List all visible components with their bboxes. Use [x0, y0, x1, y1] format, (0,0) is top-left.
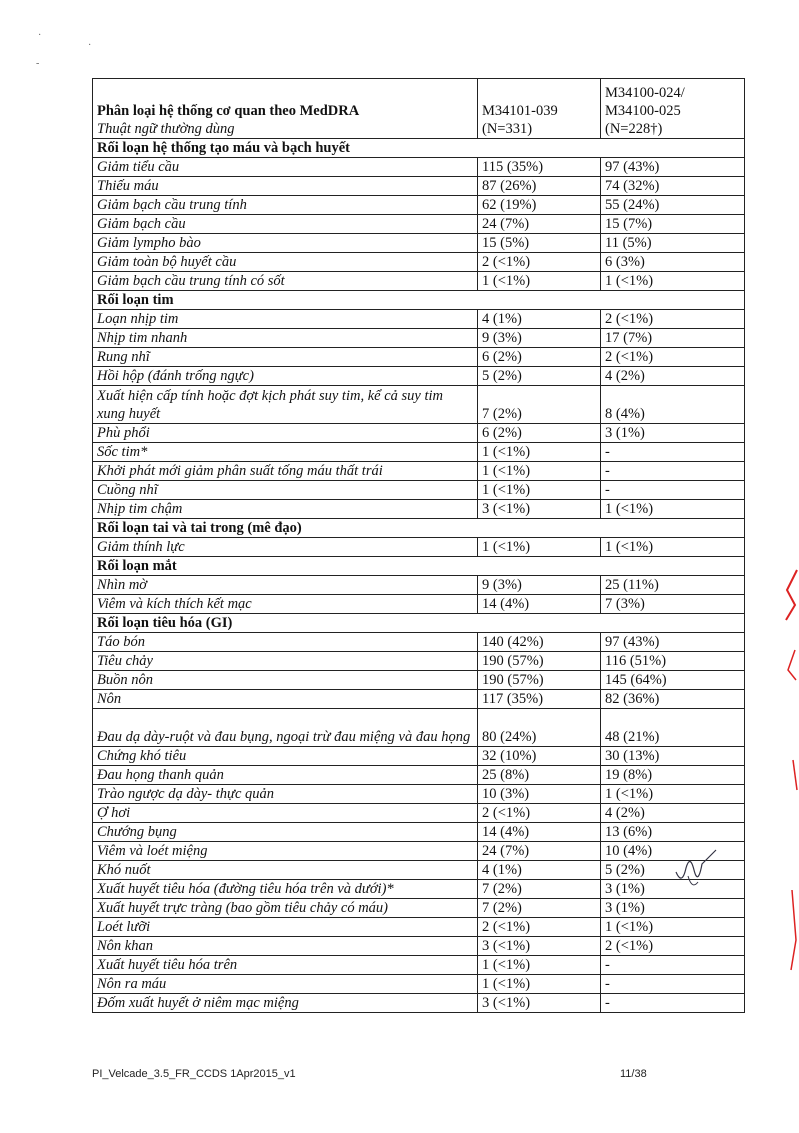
- table-row: [93, 880, 745, 899]
- study2-value-cell: 25 (11%): [601, 576, 745, 595]
- term-cell: Tiêu chảy: [93, 652, 478, 671]
- header-study2-cell: M34100-024/ M34100-025 (N=228†): [601, 79, 745, 139]
- term-cell: Chứng khó tiêu: [93, 747, 478, 766]
- table-row: [93, 196, 745, 215]
- table-row: [93, 253, 745, 272]
- term-cell: Viêm và kích thích kết mạc: [93, 595, 478, 614]
- scan-speck: -: [36, 58, 40, 69]
- term-cell: Trào ngược dạ dày- thực quản: [93, 785, 478, 804]
- study2-value-cell: -: [601, 994, 745, 1013]
- term-cell: Xuất huyết trực tràng (bao gồm tiêu chảy có máu): [93, 899, 478, 918]
- study1-value-cell: 14 (4%): [478, 823, 601, 842]
- study1-value-cell: 62 (19%): [478, 196, 601, 215]
- header-soc-cell: [93, 79, 478, 139]
- scan-speck: ·: [38, 30, 42, 41]
- table-row: [93, 633, 745, 652]
- footer-page-number: 11/38: [620, 1068, 647, 1080]
- study1-value-cell: 24 (7%): [478, 215, 601, 234]
- term-cell: Giảm bạch cầu trung tính: [93, 196, 478, 215]
- study1-value-cell: 14 (4%): [478, 595, 601, 614]
- study2-value-cell: -: [601, 956, 745, 975]
- term-cell: Loạn nhịp tim: [93, 310, 478, 329]
- table-row: [93, 994, 745, 1013]
- table-row: [93, 671, 745, 690]
- study1-value-cell: 6 (2%): [478, 424, 601, 443]
- study1-value-cell: 3 (<1%): [478, 500, 601, 519]
- term-cell: Nôn ra máu: [93, 975, 478, 994]
- study2-value-cell: 4 (2%): [601, 367, 745, 386]
- study1-value-cell: 9 (3%): [478, 576, 601, 595]
- term-cell: Giảm thính lực: [93, 538, 478, 557]
- term-cell: Nhịp tim chậm: [93, 500, 478, 519]
- table-row: [93, 766, 745, 785]
- study1-value-cell: 190 (57%): [478, 652, 601, 671]
- table-row: [93, 443, 745, 462]
- header-title: Phân loại hệ thống cơ quan theo MedDRA: [97, 103, 360, 119]
- study1-value-cell: 2 (<1%): [478, 804, 601, 823]
- term-cell: Nhìn mờ: [93, 576, 478, 595]
- study1-value-cell: 7 (2%): [478, 899, 601, 918]
- table-row: [93, 652, 745, 671]
- study1-value-cell: 6 (2%): [478, 348, 601, 367]
- term-cell: Đốm xuất huyết ở niêm mạc miệng: [93, 994, 478, 1013]
- study2-value-cell: 30 (13%): [601, 747, 745, 766]
- table-row: [93, 690, 745, 709]
- table-row: [93, 804, 745, 823]
- term-cell: Ợ hơi: [93, 804, 478, 823]
- term-cell: Sốc tim*: [93, 443, 478, 462]
- term-cell: Giảm bạch cầu: [93, 215, 478, 234]
- study2-value-cell: 74 (32%): [601, 177, 745, 196]
- study2-value-cell: 17 (7%): [601, 329, 745, 348]
- study1-value-cell: 140 (42%): [478, 633, 601, 652]
- term-cell: Nôn: [93, 690, 478, 709]
- study2-value-cell: 48 (21%): [601, 709, 745, 747]
- table-row: [93, 234, 745, 253]
- table-row: [93, 747, 745, 766]
- term-cell: Chướng bụng: [93, 823, 478, 842]
- table-row: [93, 785, 745, 804]
- table-row: [93, 937, 745, 956]
- table-row: [93, 215, 745, 234]
- study1-value-cell: 7 (2%): [478, 386, 601, 424]
- study2-value-cell: 2 (<1%): [601, 348, 745, 367]
- term-cell: Xuất huyết tiêu hóa (đường tiêu hóa trên và dưới)*: [93, 880, 478, 899]
- study2-value-cell: 11 (5%): [601, 234, 745, 253]
- category-label: Rối loạn mắt: [93, 557, 745, 576]
- term-cell: Khởi phát mới giảm phân suất tống máu thất trái: [93, 462, 478, 481]
- study2-value-cell: 15 (7%): [601, 215, 745, 234]
- term-cell: Đau dạ dày-ruột và đau bụng, ngoại trừ đau miệng và đau họng: [93, 709, 478, 747]
- category-label: Rối loạn tiêu hóa (GI): [93, 614, 745, 633]
- study2-value-cell: 7 (3%): [601, 595, 745, 614]
- study1-value-cell: 1 (<1%): [478, 975, 601, 994]
- table-row: [93, 918, 745, 937]
- term-cell: Khó nuốt: [93, 861, 478, 880]
- table-row: [93, 975, 745, 994]
- table-body: [93, 139, 745, 1013]
- study2-value-cell: 13 (6%): [601, 823, 745, 842]
- study1-value-cell: 1 (<1%): [478, 956, 601, 975]
- study2-value-cell: 1 (<1%): [601, 500, 745, 519]
- study2-value-cell: 19 (8%): [601, 766, 745, 785]
- study2-value-cell: 97 (43%): [601, 633, 745, 652]
- study2-value-cell: -: [601, 443, 745, 462]
- study1-value-cell: 2 (<1%): [478, 918, 601, 937]
- term-cell: Cuồng nhĩ: [93, 481, 478, 500]
- table-row: [93, 576, 745, 595]
- study2-value-cell: 2 (<1%): [601, 310, 745, 329]
- red-ink-mark: [783, 560, 799, 980]
- study1-value-cell: 7 (2%): [478, 880, 601, 899]
- study1-value-cell: 15 (5%): [478, 234, 601, 253]
- category-label: Rối loạn tai và tai trong (mê đạo): [93, 519, 745, 538]
- study1-value-cell: 24 (7%): [478, 842, 601, 861]
- table-row: [93, 462, 745, 481]
- study1-value-cell: 4 (1%): [478, 310, 601, 329]
- table-row: [93, 367, 745, 386]
- study2-value-cell: -: [601, 481, 745, 500]
- study1-value-cell: 115 (35%): [478, 158, 601, 177]
- table-row: [93, 595, 745, 614]
- study2-value-cell: 82 (36%): [601, 690, 745, 709]
- study1-value-cell: 1 (<1%): [478, 443, 601, 462]
- study1-value-cell: 32 (10%): [478, 747, 601, 766]
- table-row: [93, 861, 745, 880]
- table-row: [93, 538, 745, 557]
- study1-value-cell: 1 (<1%): [478, 272, 601, 291]
- term-cell: Đau họng thanh quản: [93, 766, 478, 785]
- term-cell: Viêm và loét miệng: [93, 842, 478, 861]
- study1-value-cell: 9 (3%): [478, 329, 601, 348]
- term-cell: Giảm lympho bào: [93, 234, 478, 253]
- study1-value-cell: 10 (3%): [478, 785, 601, 804]
- study2-value-cell: 3 (1%): [601, 424, 745, 443]
- table-row: [93, 386, 745, 424]
- category-row: [93, 519, 745, 538]
- scan-speck: ·: [88, 40, 92, 51]
- term-cell: Giảm bạch cầu trung tính có sốt: [93, 272, 478, 291]
- term-cell: Buồn nôn: [93, 671, 478, 690]
- study2-value-cell: 3 (1%): [601, 899, 745, 918]
- category-label: Rối loạn hệ thống tạo máu và bạch huyết: [93, 139, 745, 158]
- handwritten-initials: [672, 846, 720, 892]
- table-row: [93, 842, 745, 861]
- study2-value-cell: 8 (4%): [601, 386, 745, 424]
- header-subtitle: Thuật ngữ thường dùng: [97, 121, 235, 137]
- study2-value-cell: 1 (<1%): [601, 538, 745, 557]
- study2-value-cell: 1 (<1%): [601, 785, 745, 804]
- term-cell: Giảm tiểu cầu: [93, 158, 478, 177]
- term-cell: Giảm toàn bộ huyết cầu: [93, 253, 478, 272]
- table-row: [93, 177, 745, 196]
- study2-value-cell: 55 (24%): [601, 196, 745, 215]
- term-cell: Nhịp tim nhanh: [93, 329, 478, 348]
- term-cell: Xuất hiện cấp tính hoặc đợt kịch phát suy tim, kể cả suy tim xung huyết: [93, 386, 478, 424]
- term-cell: Nôn khan: [93, 937, 478, 956]
- table-row: [93, 348, 745, 367]
- study2-value-cell: 116 (51%): [601, 652, 745, 671]
- header-study1-cell: M34101-039 (N=331): [478, 79, 601, 139]
- table-row: [93, 158, 745, 177]
- study1-value-cell: 25 (8%): [478, 766, 601, 785]
- table-row: [93, 424, 745, 443]
- study2-value-cell: 5 (2%): [601, 861, 745, 880]
- study1-value-cell: 3 (<1%): [478, 937, 601, 956]
- adverse-reactions-table: [92, 78, 745, 1013]
- study2-value-cell: 1 (<1%): [601, 918, 745, 937]
- category-row: [93, 557, 745, 576]
- study1-value-cell: 5 (2%): [478, 367, 601, 386]
- category-row: [93, 139, 745, 158]
- study2-value-cell: 4 (2%): [601, 804, 745, 823]
- study1-value-cell: 1 (<1%): [478, 462, 601, 481]
- study2-value-cell: 1 (<1%): [601, 272, 745, 291]
- table-row: [93, 481, 745, 500]
- table-row: [93, 823, 745, 842]
- study2-value-cell: 145 (64%): [601, 671, 745, 690]
- term-cell: Táo bón: [93, 633, 478, 652]
- study1-value-cell: 80 (24%): [478, 709, 601, 747]
- study2-value-cell: 6 (3%): [601, 253, 745, 272]
- table-row: [93, 329, 745, 348]
- term-cell: Xuất huyết tiêu hóa trên: [93, 956, 478, 975]
- study1-value-cell: 2 (<1%): [478, 253, 601, 272]
- study2-value-cell: 2 (<1%): [601, 937, 745, 956]
- study1-value-cell: 4 (1%): [478, 861, 601, 880]
- table-row: [93, 310, 745, 329]
- table-row: [93, 500, 745, 519]
- term-cell: Phù phổi: [93, 424, 478, 443]
- table-row: [93, 899, 745, 918]
- category-row: [93, 291, 745, 310]
- study2-value-cell: -: [601, 462, 745, 481]
- category-label: Rối loạn tim: [93, 291, 745, 310]
- table-row: [93, 709, 745, 747]
- study2-value-cell: 97 (43%): [601, 158, 745, 177]
- study1-value-cell: 1 (<1%): [478, 538, 601, 557]
- study2-value-cell: 10 (4%): [601, 842, 745, 861]
- term-cell: Loét lưỡi: [93, 918, 478, 937]
- term-cell: Thiếu máu: [93, 177, 478, 196]
- footer-document-id: PI_Velcade_3.5_FR_CCDS 1Apr2015_v1: [92, 1068, 296, 1080]
- study1-value-cell: 87 (26%): [478, 177, 601, 196]
- study2-value-cell: -: [601, 975, 745, 994]
- table-row: [93, 956, 745, 975]
- term-cell: Rung nhĩ: [93, 348, 478, 367]
- table-header-row: [93, 79, 745, 139]
- study1-value-cell: 190 (57%): [478, 671, 601, 690]
- category-row: [93, 614, 745, 633]
- study1-value-cell: 1 (<1%): [478, 481, 601, 500]
- study2-value-cell: 3 (1%): [601, 880, 745, 899]
- table-row: [93, 272, 745, 291]
- study1-value-cell: 117 (35%): [478, 690, 601, 709]
- term-cell: Hồi hộp (đánh trống ngực): [93, 367, 478, 386]
- study1-value-cell: 3 (<1%): [478, 994, 601, 1013]
